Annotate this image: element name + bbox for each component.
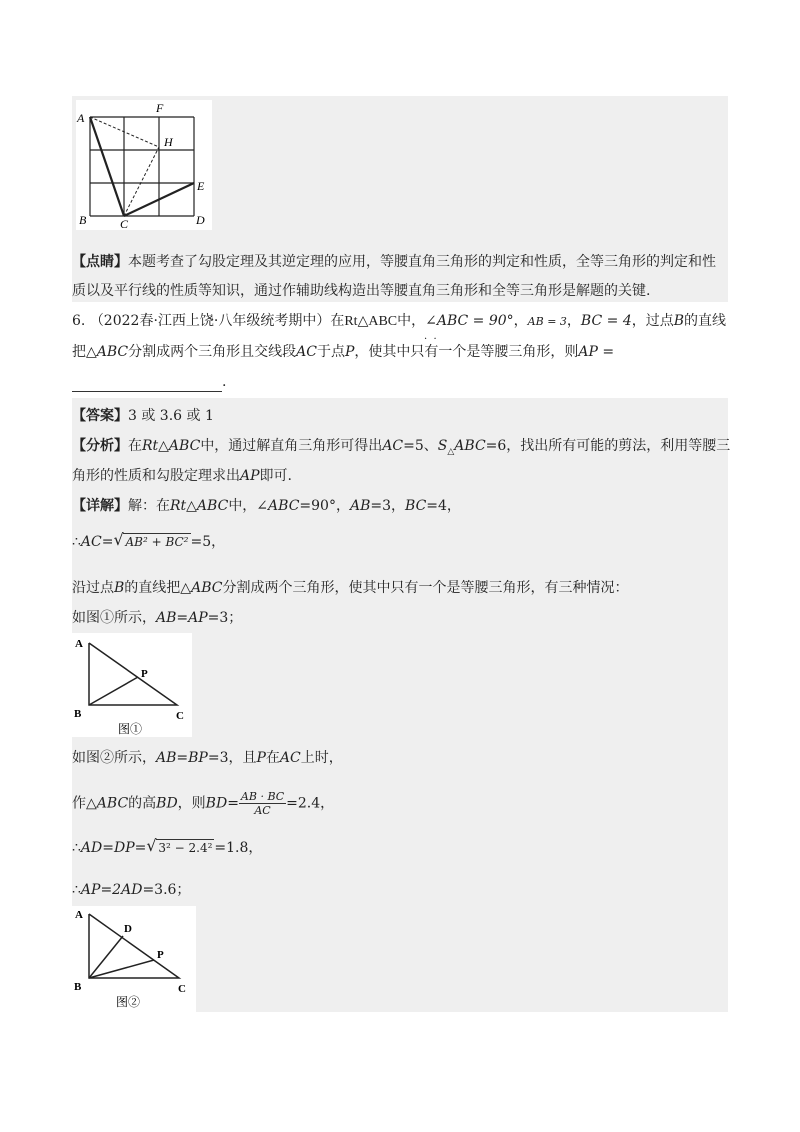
detail-line3: 沿过点B的直线把△ABC分割成两个三角形，使其中只有一个是等腰三角形，有三种情况： xyxy=(72,580,629,596)
answer-blank[interactable] xyxy=(72,377,222,392)
label-d: D xyxy=(196,213,205,227)
detail-line6: 作△ABC的高BD，则BD= $\frac{AB \cdot BC}{AC}$ =2.4， xyxy=(72,790,335,817)
label-e: E xyxy=(197,179,205,193)
detail-line7: ∴AD=DP=√ 3² − 2.4² =1.8， xyxy=(72,838,262,858)
svg-text:P: P xyxy=(141,668,148,680)
fraction: $\frac{AB \cdot BC}{AC}$ xyxy=(240,790,285,817)
svg-text:D: D xyxy=(124,923,132,935)
svg-text:B: B xyxy=(74,708,82,720)
svg-text:A: A xyxy=(75,909,83,921)
analysis-line1: 【分析】在Rt△ABC中，通过解直角三角形可得出AC=5、$S_\triangle ABC=6$，找出所有可能的剪法，利用等腰三 xyxy=(72,438,731,457)
label-f: F xyxy=(156,101,164,115)
question-line2: 把△ABC分割成两个三角形且交线段AC于点P，使其中只有一个是等腰三角形，则AP = xyxy=(72,344,615,360)
detail-line8: ∴AP=2AD=3.6； xyxy=(72,882,191,898)
svg-text:P: P xyxy=(157,949,164,961)
figure-2 xyxy=(72,906,196,1012)
detail-line2: ∴AC=√ AB² + BC² =5， xyxy=(72,532,225,552)
svg-text:B: B xyxy=(74,981,82,993)
detail-line5: 如图②所示，AB=BP=3，且P在AC上时， xyxy=(72,750,343,766)
point-note-tag: 【点睛】 xyxy=(72,254,128,270)
figure-2-caption: 图② xyxy=(116,995,141,1009)
question-line1: 6. （2022春·江西上饶·八年级统考期中）在Rt△ABC中，∠ABC = 90°，AB = 3，BC = 4，过点B的直线 xyxy=(72,313,727,329)
emphasis-dots: · · xyxy=(424,334,437,345)
point-note-line1: 【点睛】本题考查了勾股定理及其逆定理的应用，等腰直角三角形的判定和性质，全等三角形的判定和性 xyxy=(72,254,716,270)
figure-1 xyxy=(72,633,192,737)
svg-text:C: C xyxy=(178,983,186,995)
detail-line1: 【详解】解：在Rt△ABC中，∠ABC=90°，AB=3，BC=4， xyxy=(72,498,461,514)
analysis-line2: 角形的性质和勾股定理求出AP即可. xyxy=(72,468,292,484)
grid-figure xyxy=(76,100,212,230)
sqrt-expression-2: √ 3² − 2.4² xyxy=(146,838,214,858)
svg-text:C: C xyxy=(176,710,184,722)
label-a: A xyxy=(77,111,85,125)
label-c: C xyxy=(120,217,129,230)
detail-line4: 如图①所示，AB=AP=3； xyxy=(72,610,243,626)
figure-1-caption: 图① xyxy=(118,722,143,736)
sqrt-expression: √ AB² + BC² xyxy=(113,532,190,552)
answer-line: 【答案】3 或 3.6 或 1 xyxy=(72,408,214,424)
label-b: B xyxy=(79,213,87,227)
label-h: H xyxy=(164,135,173,149)
svg-text:A: A xyxy=(75,638,83,650)
answer-blank-line: . xyxy=(72,372,226,392)
point-note-line2: 质以及平行线的性质等知识，通过作辅助线构造出等腰直角三角形和全等三角形是解题的关键. xyxy=(72,283,651,299)
